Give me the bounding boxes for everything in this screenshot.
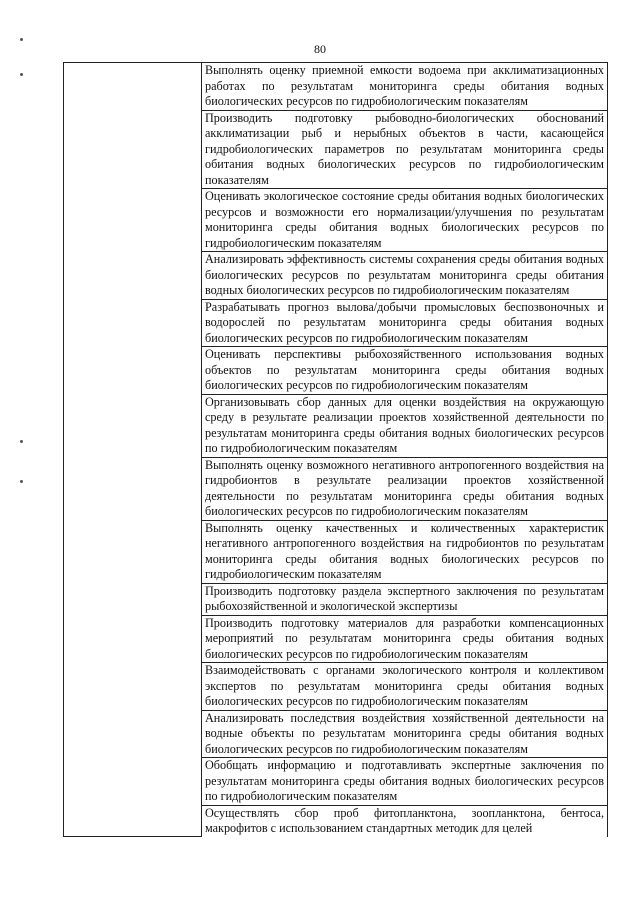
table-cell xyxy=(202,457,608,520)
table-cell xyxy=(202,583,608,615)
row-text: Производить подготовку материалов для разработки компенсационных мероприятий по результатам мониторинга среды обитания водных биологических ресурсов по гидробиологическим показателям xyxy=(205,615,604,661)
table-row xyxy=(64,63,608,111)
table-cell xyxy=(202,663,608,711)
scan-mark xyxy=(20,38,23,41)
table-cell xyxy=(202,520,608,583)
table-cell xyxy=(202,710,608,758)
table-cell xyxy=(202,758,608,806)
row-text: Оценивать перспективы рыбохозяйственного использования водных объектов по результатам мониторинга среды обитания водных биологических ресурсов по гидробиологическим показателям xyxy=(205,347,604,392)
table-cell xyxy=(202,189,608,252)
table-cell xyxy=(202,347,608,395)
scan-mark xyxy=(20,440,23,443)
row-text: Выполнять оценку качественных и количественных характеристик негативного антропогенного воздействия на гидробионтов по результатам мониторинга среды обитания водных биологических ресурсов по гидробиологическим показателям xyxy=(205,520,604,581)
scan-mark xyxy=(20,73,23,76)
scan-mark xyxy=(20,480,23,483)
table-cell xyxy=(202,110,608,189)
table-cell xyxy=(202,615,608,663)
row-text: Обобщать информацию и подготавливать экспертные заключения по результатам мониторинга среды обитания водных биологических ресурсов по гидробиологическим показателям xyxy=(205,758,604,803)
table-cell xyxy=(202,394,608,457)
row-text: Анализировать эффективность системы сохранения среды обитания водных биологических ресурсов по результатам мониторинга среды обитания водных биологических ресурсов по гидробиологическим показателям xyxy=(205,252,604,297)
row-text: Разрабатывать прогноз вылова/добычи промысловых беспозвоночных и водорослей по результатам мониторинга среды обитания водных биологических ресурсов по гидробиологическим показателям xyxy=(205,299,604,345)
page-number: 80 xyxy=(314,42,326,56)
row-text: Выполнять оценку приемной емкости водоема при акклиматизационных работах по результатам мониторинга среды обитания водных биологических ресурсов по гидробиологическим показателям xyxy=(205,63,604,108)
row-text: Оценивать экологическое состояние среды обитания водных биологических ресурсов и возможности его нормализации/улучшения по результатам мониторинга среды обитания водных биологических ресурсов по гидробиологическим показателям xyxy=(205,189,604,250)
table-cell xyxy=(202,252,608,300)
row-text: Производить подготовку рыбоводно-биологических обоснований акклиматизации рыб и нерыбных объектов в части, касающейся гидробиологических параметров по результатам мониторинга среды обитания водных биологических ресурсов по гидробиологическим показателям xyxy=(205,110,604,187)
table-cell xyxy=(202,805,608,837)
row-text: Организовывать сбор данных для оценки воздействия на окружающую среду в результате реализации проектов хозяйственной деятельности по результатам мониторинга среды обитания водных биологических ресурсов по гидробиологическим показателям xyxy=(205,394,604,455)
row-text: Анализировать последствия воздействия хозяйственной деятельности на водные объекты по результатам мониторинга среды обитания водных биологических ресурсов по гидробиологическим показателям xyxy=(205,710,604,756)
row-text: Производить подготовку раздела экспертного заключения по результатам рыбохозяйственной и экологической экспертизы xyxy=(205,583,604,613)
competency-table xyxy=(63,62,608,837)
table-cell xyxy=(202,299,608,347)
row-text: Взаимодействовать с органами экологического контроля и коллективом экспертов по результатам мониторинга среды обитания водных биологических ресурсов по гидробиологическим показателям xyxy=(205,663,604,708)
left-column-cell xyxy=(64,63,202,837)
row-text: Осуществлять сбор проб фитопланктона, зоопланктона, бентоса, макрофитов с использованием стандартных методик для целей xyxy=(205,805,604,835)
table-cell xyxy=(202,63,608,111)
row-text: Выполнять оценку возможного негативного антропогенного воздействия на гидробионтов в результате реализации проектов хозяйственной деятельности по результатам мониторинга среды обитания водных биологических ресурсов по гидробиологическим показателям xyxy=(205,457,604,518)
